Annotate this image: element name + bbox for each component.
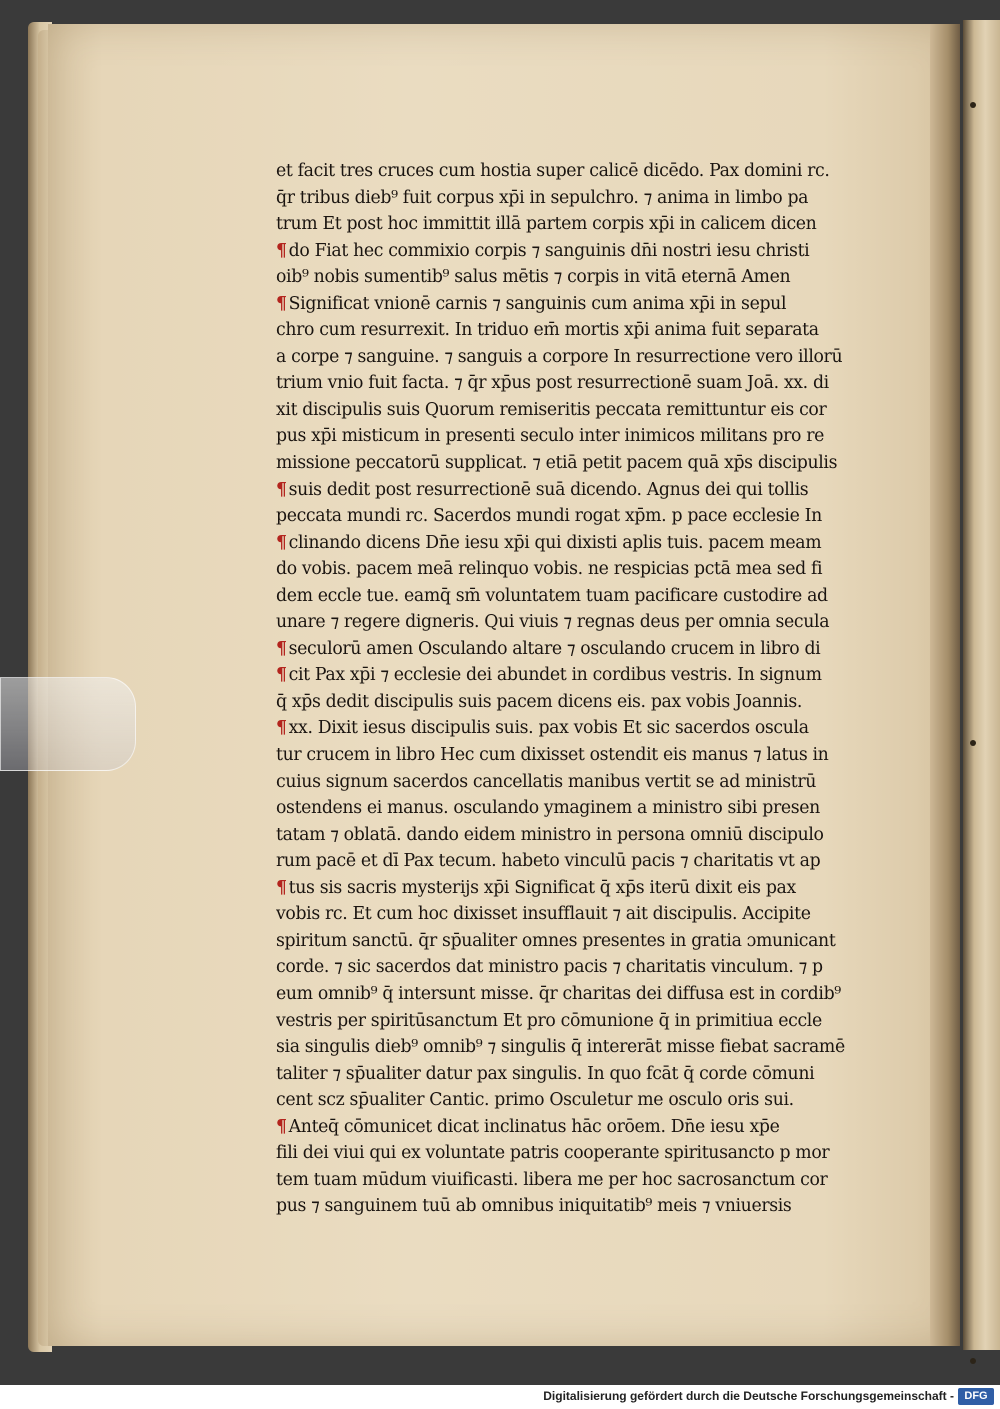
- text-line: [276, 981, 876, 1008]
- rubric-mark: ¶: [276, 532, 287, 553]
- line-text: taliter ⁊ sp̄ualiter datur pax singulis. In quo fcāt q̄ corde cōmuni: [276, 1063, 815, 1084]
- text-line: [276, 1193, 876, 1220]
- line-text: unare ⁊ regere digneris. Qui viuis ⁊ regnas deus per omnia secula: [276, 612, 830, 633]
- line-text: spiritum sanctū. q̄r sp̄ualiter omnes presentes in gratia ɔmunicant: [276, 930, 836, 951]
- rubric-mark: ¶: [276, 718, 287, 739]
- footer-bar: [0, 1385, 1000, 1409]
- line-text: seculorū amen Osculando altare ⁊ osculando crucem in libro di: [288, 638, 821, 659]
- text-line: [276, 689, 876, 716]
- margin-dot: [970, 740, 976, 746]
- text-line: [276, 636, 876, 663]
- line-text: Significat vnionē carnis ⁊ sanguinis cum anima xp̄i in sepul: [288, 293, 787, 314]
- text-line: [276, 158, 876, 185]
- margin-dot: [970, 102, 976, 108]
- line-text: vestris per spiritūsanctum Et pro cōmunione q̄ in primitiua eccle: [276, 1010, 822, 1031]
- rubric-mark: ¶: [276, 293, 287, 314]
- line-text: xx. Dixit iesus discipulis suis. pax vobis Et sic sacerdos oscula: [288, 718, 809, 739]
- line-text: vobis rc. Et cum hoc dixisset insufflauit ⁊ ait discipulis. Accipite: [276, 904, 811, 925]
- text-line: [276, 264, 876, 291]
- rubric-mark: ¶: [276, 877, 287, 898]
- line-text: tus sis sacris mysterijs xp̄i Significat q̄ xp̄s iterū dixit eis pax: [288, 877, 796, 898]
- line-text: rum pacē et dī Pax tecum. habeto vinculū pacis ⁊ charitatis vt ap: [276, 851, 821, 872]
- line-text: q̄r tribus dieb⁹ fuit corpus xp̄i in sepulchro. ⁊ anima in limbo pa: [276, 187, 809, 208]
- rubric-mark: ¶: [276, 665, 287, 686]
- text-line: [276, 1114, 876, 1141]
- text-line: [276, 211, 876, 238]
- facing-page-edge: [963, 20, 1000, 1350]
- text-line: [276, 317, 876, 344]
- text-line: [276, 954, 876, 981]
- text-line: [276, 238, 876, 265]
- line-text: cent scz sp̄ualiter Cantic. primo Osculetur me osculo oris sui.: [276, 1090, 794, 1111]
- text-line: [276, 822, 876, 849]
- text-line: [276, 477, 876, 504]
- text-line: [276, 795, 876, 822]
- text-line: [276, 1034, 876, 1061]
- text-line: [276, 769, 876, 796]
- text-line: [276, 370, 876, 397]
- rubric-mark: ¶: [276, 638, 287, 659]
- text-line: [276, 423, 876, 450]
- text-line: [276, 185, 876, 212]
- line-text: suis dedit post resurrectionē suā dicendo. Agnus dei qui tollis: [288, 479, 809, 500]
- text-line: [276, 742, 876, 769]
- text-line: [276, 450, 876, 477]
- line-text: peccata mundi rc. Sacerdos mundi rogat xp̄m. p pace ecclesie In: [276, 506, 822, 527]
- line-text: pus xp̄i misticum in presenti seculo inter inimicos militans pro re: [276, 426, 824, 447]
- text-line: [276, 530, 876, 557]
- line-text: tem tuam mūdum viuificasti. libera me per hoc sacrosanctum cor: [276, 1169, 828, 1190]
- text-line: [276, 1167, 876, 1194]
- line-text: trum Et post hoc immittit illā partem corpis xp̄i in calicem dicen: [276, 214, 817, 235]
- text-line: [276, 875, 876, 902]
- line-text: oib⁹ nobis sumentib⁹ salus mētis ⁊ corpis in vitā eternā Amen: [276, 267, 791, 288]
- text-line: [276, 1087, 876, 1114]
- text-column: [276, 158, 876, 1220]
- rubric-mark: ¶: [276, 240, 287, 261]
- text-line: [276, 291, 876, 318]
- line-text: cit Pax xp̄i ⁊ ecclesie dei abundet in cordibus vestris. In signum: [288, 665, 822, 686]
- line-text: chro cum resurrexit. In triduo em̄ mortis xp̄i anima fuit separata: [276, 320, 819, 341]
- line-text: do vobis. pacem meā relinquo vobis. ne respicias pctā mea sed fi: [276, 559, 823, 580]
- margin-dot: [970, 1358, 976, 1364]
- line-text: eum omnib⁹ q̄ intersunt misse. q̄r charitas dei diffusa est in cordib⁹: [276, 983, 841, 1004]
- text-line: [276, 344, 876, 371]
- line-text: cuius signum sacerdos cancellatis manibus vertit se ad ministrū: [276, 771, 817, 792]
- line-text: tur crucem in libro Hec cum dixisset ostendit eis manus ⁊ latus in: [276, 745, 829, 766]
- line-text: clinando dicens Dn̄e iesu xp̄i qui dixisti aplis tuis. pacem meam: [288, 532, 822, 553]
- line-text: pus ⁊ sanguinem tuū ab omnibus iniquitatib⁹ meis ⁊ vniuersis: [276, 1196, 792, 1217]
- text-line: [276, 583, 876, 610]
- text-line: [276, 397, 876, 424]
- text-line: [276, 848, 876, 875]
- text-line: [276, 503, 876, 530]
- funding-credit: Digitalisierung gefördert durch die Deutsche Forschungsgemeinschaft -: [543, 1389, 954, 1403]
- text-line: [276, 1140, 876, 1167]
- text-line: [276, 1061, 876, 1088]
- line-text: et facit tres cruces cum hostia super calicē dicēdo. Pax domini rc.: [276, 161, 830, 181]
- line-text: missione peccatorū supplicat. ⁊ etiā petit pacem quā xp̄s discipulis: [276, 453, 838, 474]
- dfg-logo[interactable]: DFG: [958, 1388, 994, 1405]
- text-line: [276, 662, 876, 689]
- text-line: [276, 1008, 876, 1035]
- rubric-mark: ¶: [276, 479, 287, 500]
- text-line: [276, 609, 876, 636]
- line-text: trium vnio fuit facta. ⁊ q̄r xp̄us post resurrectionē suam Joā. xx. di: [276, 373, 829, 394]
- line-text: do Fiat hec commixio corpis ⁊ sanguinis dn̄i nostri iesu christi: [288, 240, 810, 261]
- line-text: fili dei viui qui ex voluntate patris cooperante spiritusancto p mor: [276, 1143, 830, 1164]
- rubric-mark: ¶: [276, 1116, 287, 1137]
- page-gutter: [930, 24, 960, 1346]
- line-text: corde. ⁊ sic sacerdos dat ministro pacis ⁊ charitatis vinculum. ⁊ p: [276, 957, 823, 978]
- text-line: [276, 928, 876, 955]
- line-text: xit discipulis suis Quorum remiseritis peccata remittuntur eis cor: [276, 399, 827, 420]
- text-line: [276, 901, 876, 928]
- line-text: Anteq̄ cōmunicet dicat inclinatus hāc orōem. Dn̄e iesu xp̄e: [288, 1116, 780, 1137]
- line-text: dem eccle tue. eamq̄ sm̄ voluntatem tuam pacificare custodire ad: [276, 585, 828, 606]
- text-line: [276, 715, 876, 742]
- line-text: sia singulis dieb⁹ omnib⁹ ⁊ singulis q̄ intererāt misse fiebat sacramē: [276, 1037, 845, 1058]
- line-text: tatam ⁊ oblatā. dando eidem ministro in persona omniū discipulo: [276, 824, 824, 845]
- text-line: [276, 556, 876, 583]
- line-text: ostendens ei manus. osculando ymaginem a ministro sibi presen: [276, 798, 820, 819]
- transparent-clip: [0, 677, 136, 771]
- line-text: a corpe ⁊ sanguine. ⁊ sanguis a corpore In resurrectione vero illorū: [276, 346, 843, 367]
- line-text: q̄ xp̄s dedit discipulis suis pacem dicens eis. pax vobis Joannis.: [276, 691, 803, 712]
